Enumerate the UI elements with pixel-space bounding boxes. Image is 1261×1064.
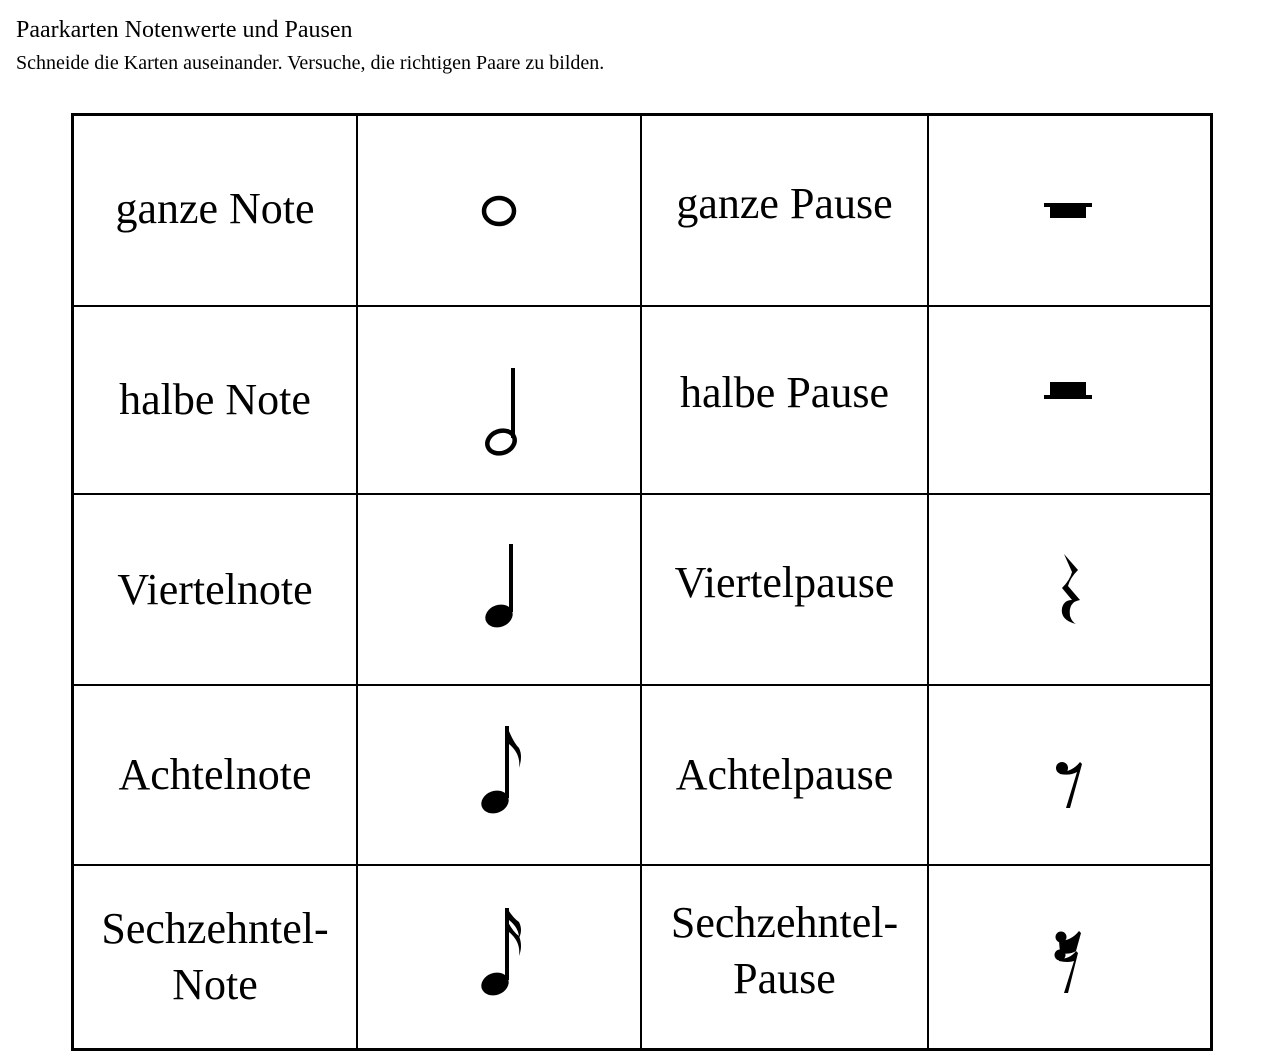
sixteenth-rest-icon (1050, 925, 1090, 1005)
card-rest-symbol (929, 307, 1210, 495)
card-rest-symbol (929, 116, 1210, 307)
card-grid (71, 113, 1213, 1051)
card-label-text: Viertelpause (674, 557, 895, 607)
card-label-text: Viertelnote (117, 564, 313, 614)
card-note-label (74, 307, 358, 495)
card-label-text: halbe Pause (680, 368, 889, 417)
card-note-label (74, 686, 358, 866)
card-rest-label (642, 116, 929, 307)
card-note-label (74, 116, 358, 307)
card-label-text: Sechzehntel- Pause (670, 898, 899, 1003)
whole-rest-icon (1040, 191, 1100, 231)
card-rest-symbol (929, 686, 1210, 866)
card-rest-label (642, 495, 929, 686)
card-rest-label (642, 686, 929, 866)
card-label-text: ganze Pause (676, 178, 893, 228)
instruction-text: Schneide die Karten auseinander. Versuche, die richtigen Paare zu bilden. (16, 52, 605, 74)
card-label-text: Sechzehntel- Note (101, 904, 329, 1009)
quarter-note-icon (469, 540, 529, 640)
sixteenth-note-icon (469, 902, 529, 1012)
card-note-symbol (358, 686, 642, 866)
card-note-label (74, 495, 358, 686)
page-title: Paarkarten Notenwerte und Pausen (16, 17, 353, 43)
eighth-rest-icon (1050, 750, 1090, 820)
card-note-symbol (358, 866, 642, 1048)
card-note-label (74, 866, 358, 1048)
card-rest-symbol (929, 495, 1210, 686)
quarter-rest-icon (1050, 550, 1090, 630)
card-rest-label (642, 307, 929, 495)
card-label-text: Achtelnote (118, 750, 312, 799)
card-label-text: Achtelpause (675, 750, 894, 799)
card-note-symbol (358, 307, 642, 495)
card-rest-symbol (929, 866, 1210, 1048)
half-note-icon (469, 364, 529, 464)
whole-note-icon (469, 181, 529, 241)
card-note-symbol (358, 495, 642, 686)
card-label-text: halbe Note (119, 375, 311, 424)
card-rest-label (642, 866, 929, 1048)
card-label-text: ganze Note (115, 183, 315, 233)
eighth-note-icon (469, 720, 529, 830)
half-rest-icon (1040, 374, 1100, 414)
card-note-symbol (358, 116, 642, 307)
